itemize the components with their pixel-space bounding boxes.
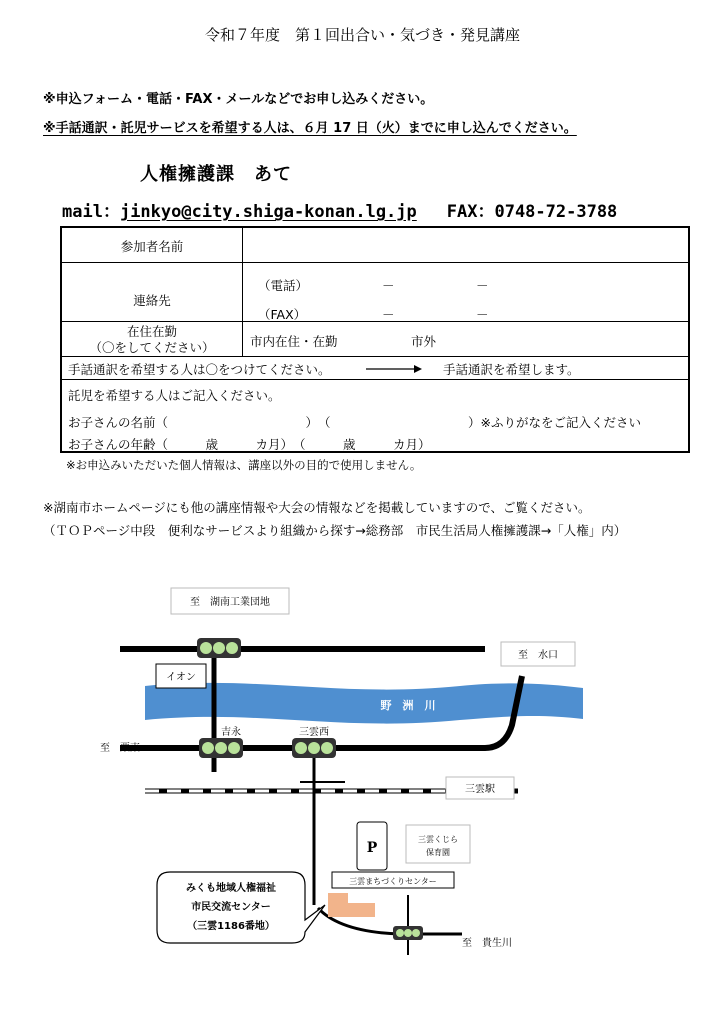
child-age-row[interactable]: お子さんの年齢（ 歳 カ月） （ 歳 カ月） [68,437,431,452]
application-methods-note: ※申込フォーム・電話・FAX・メールなどでお申し込みください。 [43,92,434,107]
parking-icon: P [366,840,378,856]
nursery-label-2: 保育園 [426,848,450,857]
machizukuri-label: 三雲まちづくりセンター [349,877,437,886]
to-minakuchi-label: 至 水口 [518,650,558,661]
fax-dash-1: － [382,307,395,322]
residence-option-outside[interactable]: 市外 [411,334,437,349]
arrow-right-icon [366,363,422,375]
fax-number: FAX：0748-72-3788 [446,202,618,222]
deadline-note: ※手話通訳・託児サービスを希望する人は、６月 17 日（火）までに申し込んでください。 [43,121,577,136]
traffic-signal-icon [199,738,243,758]
traffic-signal-icon [197,638,241,658]
mail-label: mail： [62,202,120,222]
mikumo-nishi-label: 三雲西 [299,727,329,738]
venue-label-1: みくも地域人権福祉 [186,883,276,894]
recipient-heading: 人権擁護課 あて [140,164,292,185]
phone-dash-1: － [382,278,395,293]
childcare-instruction: 託児を希望する人はご記入ください。 [68,388,281,403]
participant-name-field[interactable] [248,231,684,259]
contact-line [62,197,617,222]
venue-building [328,893,375,917]
river-label: 野 洲 川 [380,699,436,712]
traffic-signal-icon [292,738,336,758]
participant-name-label: 参加者名前 [120,239,184,254]
traffic-signal-icon [393,926,423,940]
venue-label-2: 市民交流センター [191,902,271,913]
homepage-path: （ＴＯＰページ中段 便利なサービスより組織から探す→総務部 市民生活局人権擁護課→「人権」内） [43,523,627,538]
mail-link[interactable]: jinkyo@city.shiga-konan.lg.jp [119,202,417,222]
application-form [60,226,690,453]
homepage-notice: ※湖南市ホームページにも他の講座情報や大会の情報などを掲載していますので、ご覧ください。 [43,500,591,515]
page-title: 令和７年度 第１回出合い・気づき・発見講座 [204,26,520,44]
nursery-box [406,825,470,863]
venue-label-3: （三雲1186番地） [187,921,275,932]
yoshinaga-label: 吉永 [221,727,241,738]
nursery-label-1: 三雲くじら [418,835,458,844]
to-industrial-park-label: 至 湖南工業団地 [190,597,270,608]
access-map [0,560,725,1000]
residence-label: 在住在勤 （〇をしてください） [89,324,215,355]
fax-dash-2: － [476,307,489,322]
child-name-row[interactable]: お子さんの名前（ ） （ ）※ふりがなをご記入ください [68,415,641,430]
aeon-label: イオン [166,672,196,683]
privacy-note: ※お申込みいただいた個人情報は、講座以外の目的で使用しません。 [66,458,422,472]
residence-option-in-city[interactable]: 市内在住・在勤 [250,334,338,349]
interpreter-instruction: 手話通訳を希望する人は〇をつけてください。 [68,362,331,377]
fax-label: （FAX） [258,307,307,322]
contact-label: 連絡先 [133,293,171,308]
phone-label: （電話） [258,278,309,293]
to-ritto-label: 至 栗東 [100,743,140,754]
interpreter-request-option[interactable]: 手話通訳を希望します。 [443,362,580,377]
station-label: 三雲駅 [465,784,495,795]
phone-dash-2: － [476,278,489,293]
to-kibukawa-label: 至 貴生川 [462,938,512,949]
